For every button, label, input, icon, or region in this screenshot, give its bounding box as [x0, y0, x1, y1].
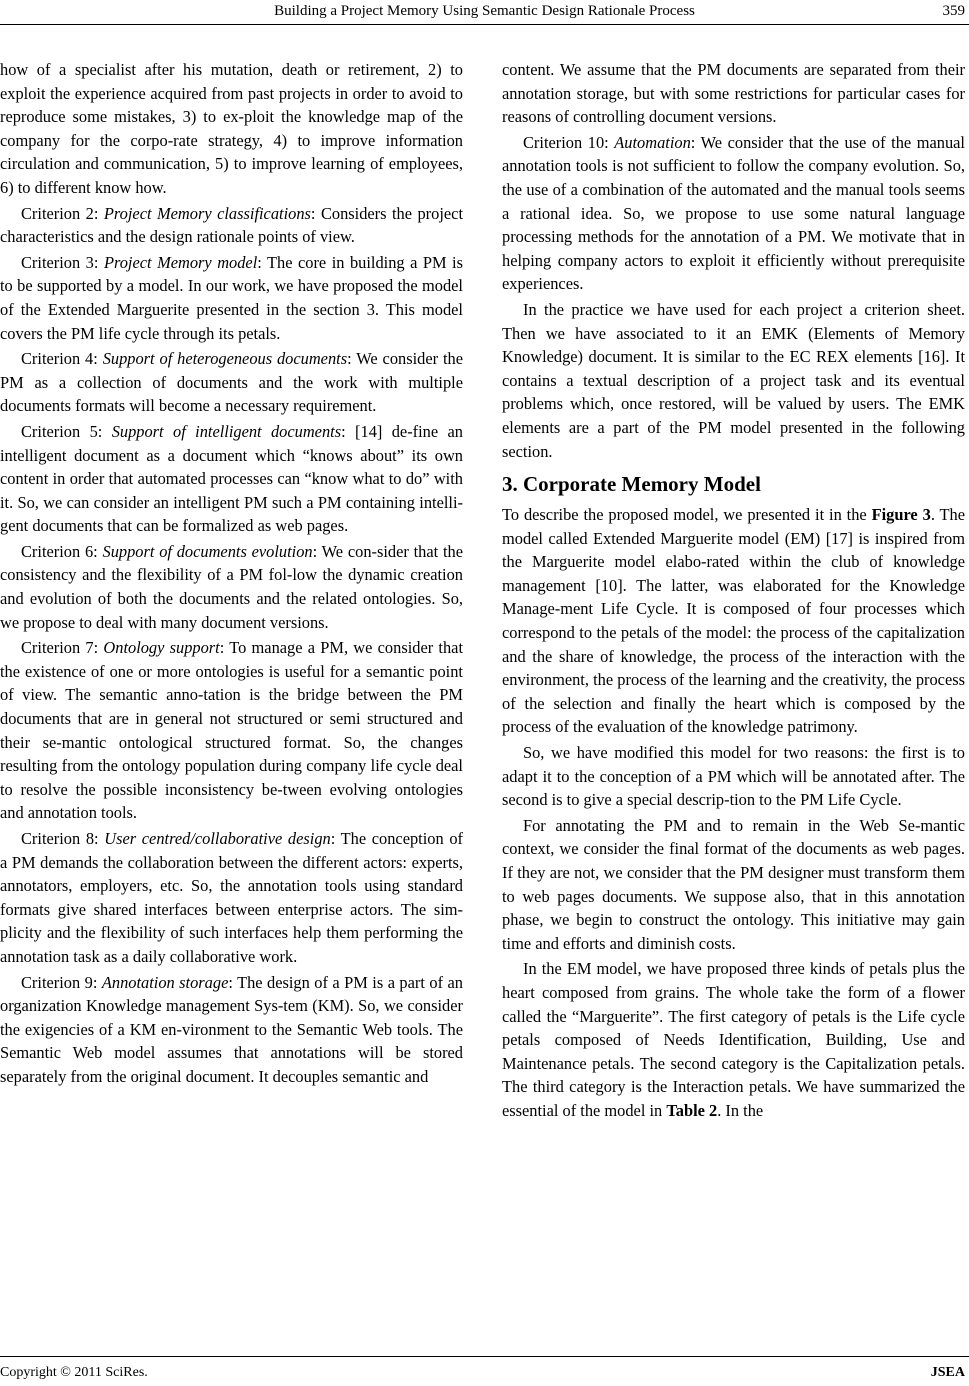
- text-run: : The conception of a PM demands the collaboration between the different actors: experts, annotators, employers, etc. So, the annotation tools using standard formats give shared interfaces between enterprise actors. The sim-plicity and the flexibility of such interfaces help them performing the annotation task as a daily collaborative work.: [0, 829, 463, 966]
- text-run: Criterion 6:: [21, 541, 103, 561]
- text-run: So, we have modified this model for two reasons: the first is to adapt it to the conception of a PM which will be annotated after. The second is to give a special descrip-tion to the PM Life Cycle.: [502, 743, 965, 810]
- text-run: Criterion 10:: [523, 132, 615, 152]
- text-run: Criterion 7:: [21, 638, 104, 658]
- criterion-name: Support of heterogeneous documents: [102, 349, 348, 369]
- criterion-name: Automation: [614, 132, 691, 152]
- page-number: 359: [942, 3, 965, 19]
- header-rule: [0, 24, 969, 25]
- text-run: Criterion 9:: [21, 972, 102, 992]
- text-run: : Considers the project characteristics and the design rationale points of view.: [0, 203, 463, 247]
- criterion-name: Support of intelligent documents: [111, 421, 342, 441]
- paragraph: [502, 503, 965, 739]
- copyright-notice: Copyright © 2011 SciRes.: [0, 1365, 148, 1380]
- criterion-name: Support of documents evolution: [102, 541, 313, 561]
- text-run: : [14] de-fine an intelligent document as a document which “knows about” its own content in order that automated processes can “know what to do” with it. So, we can consider an intelligent PM such a PM containing intelli-gent documents that can be formalized as web pages.: [0, 421, 463, 536]
- running-title: Building a Project Memory Using Semantic Design Rationale Process: [274, 3, 695, 19]
- text-run: : We consider that the use of the manual annotation tools is not sufficient to follow the company evolution. So, the use of a combination of the automated and the manual tools seems a rational idea. So, we propose to use some natural language processing methods for the annotation of a PM. We motivate that in helping company actors to exploit it efficiently without prerequisite experiences.: [502, 132, 965, 294]
- text-run: : We consider the PM as a collection of documents and the work with multiple documents formats will become a necessary requirement.: [0, 349, 463, 416]
- paragraph: [0, 636, 463, 825]
- paragraph: [502, 298, 965, 463]
- text-run: : The design of a PM is a part of an organization Knowledge management Sys-tem (KM). So, we consider the exigencies of a KM en-vironment to the Semantic Web tools. The Semantic Web model assumes that annotations will be stored separately from the original document. It decouples semantic and: [0, 972, 463, 1086]
- text-run: Criterion 5:: [21, 421, 112, 441]
- text-run: To describe the proposed model, we presented it in the: [502, 505, 872, 525]
- text-run: content. We assume that the PM documents are separated from their annotation storage, but with some restrictions for particular cases for reasons of controlling document versions.: [502, 60, 965, 127]
- paragraph: [0, 827, 463, 969]
- paragraph: [0, 58, 463, 200]
- section-heading: [502, 471, 965, 497]
- paragraph: [0, 420, 463, 538]
- criterion-name: Annotation storage: [101, 972, 229, 992]
- paragraph: [0, 540, 463, 634]
- text-run: how of a specialist after his mutation, death or retirement, 2) to exploit the experience acquired from past projects in order to avoid to reproduce some mistakes, 3) to ex-ploit the knowledge map of the company for the corpo-rate strategy, 4) to improve information circulation and communication, 5) to improve learning of employees, 6) to different know how.: [0, 60, 463, 197]
- text-run: : The core in building a PM is to be supported by a model. In our work, we have proposed the model of the Extended Marguerite presented in the section 3. This model covers the PM life cycle through its petals.: [0, 252, 463, 343]
- paragraph: [502, 58, 965, 129]
- text-run: For annotating the PM and to remain in the Web Se-mantic context, we consider the final format of the documents as web pages. If they are not, we consider that the PM designer must transform them to web pages documents. We suppose also, that in this annotation phase, we begin to construct the ontology. This initiative may gain time and efforts and diminish costs.: [502, 815, 965, 953]
- paragraph: [502, 131, 965, 296]
- text-run: : To manage a PM, we consider that the existence of one or more ontologies is useful for a semantic point of view. The semantic anno-tation is the bridge between the PM documents that are in general not structured or semi structured and their se-mantic ontological structured format. So, the changes resulting from the ontology population during company life cycle deal to resolve the possible inconsistency be-tween evolving ontologies and annotation tools.: [0, 638, 463, 823]
- paragraph: [0, 347, 463, 418]
- criterion-name: Project Memory model: [103, 252, 258, 272]
- left-column: [0, 58, 463, 1091]
- text-run: Criterion 3:: [21, 252, 104, 272]
- figure-reference: Figure 3: [871, 505, 931, 525]
- paragraph: [0, 251, 463, 345]
- text-run: . The model called Extended Marguerite model (EM) [17] is inspired from the Marguerite model elabo-rated within the club of knowledge management [10]. The latter, was elaborated for the Knowledge Manage-ment Life Cycle. It is composed of four processes which correspond to the petals of the model: the process of the capitalization and the share of knowledge, the process of the interaction with the environment, the process of the learning and the creativity, the process of the selection and finally the heart which is composed by the process of the evaluation of the knowledge patrimony.: [502, 505, 965, 737]
- paragraph: [0, 202, 463, 249]
- text-run: Criterion 2:: [21, 203, 104, 223]
- paragraph: [0, 971, 463, 1089]
- right-column: [502, 58, 965, 1125]
- paragraph: [502, 741, 965, 812]
- criterion-name: User centred/collaborative design: [104, 829, 331, 848]
- text-run: Criterion 8:: [21, 829, 105, 848]
- criterion-name: Ontology support: [103, 638, 220, 658]
- text-run: In the practice we have used for each project a criterion sheet. Then we have associated to it an EMK (Elements of Memory Knowledge) document. It is similar to the EC REX elements [16]. It contains a textual description of a project task and its eventual problems which, once restored, will be valued by users. The EMK elements are a part of the PM model presented in the following section.: [502, 299, 965, 461]
- criterion-name: Project Memory classifications: [103, 203, 311, 223]
- footer-rule: [0, 1356, 969, 1357]
- text-run: 3. Corporate Memory Model: [502, 472, 761, 497]
- journal-abbreviation: JSEA: [930, 1365, 965, 1380]
- text-run: . In the: [717, 1100, 764, 1120]
- text-run: Criterion 4:: [21, 349, 103, 369]
- text-run: In the EM model, we have proposed three kinds of petals plus the heart composed from grains. The whole take the form of a flower called the “Marguerite”. The first category of petals is the Life cycle petals composed of Needs Identification, Building, Use and Maintenance petals. The second category is the Capitalization petals. The third category is the Interaction petals. We have summarized the essential of the model in: [502, 959, 965, 1120]
- text-run: : We con-sider that the consistency and the flexibility of a PM fol-low the dynamic creation and evolution of both the documents and the related ontologies. So, we propose to deal with many document versions.: [0, 541, 464, 632]
- paragraph: [502, 814, 965, 956]
- paragraph: [502, 957, 965, 1122]
- running-header: [0, 1, 969, 21]
- figure-reference: Table 2: [666, 1100, 718, 1120]
